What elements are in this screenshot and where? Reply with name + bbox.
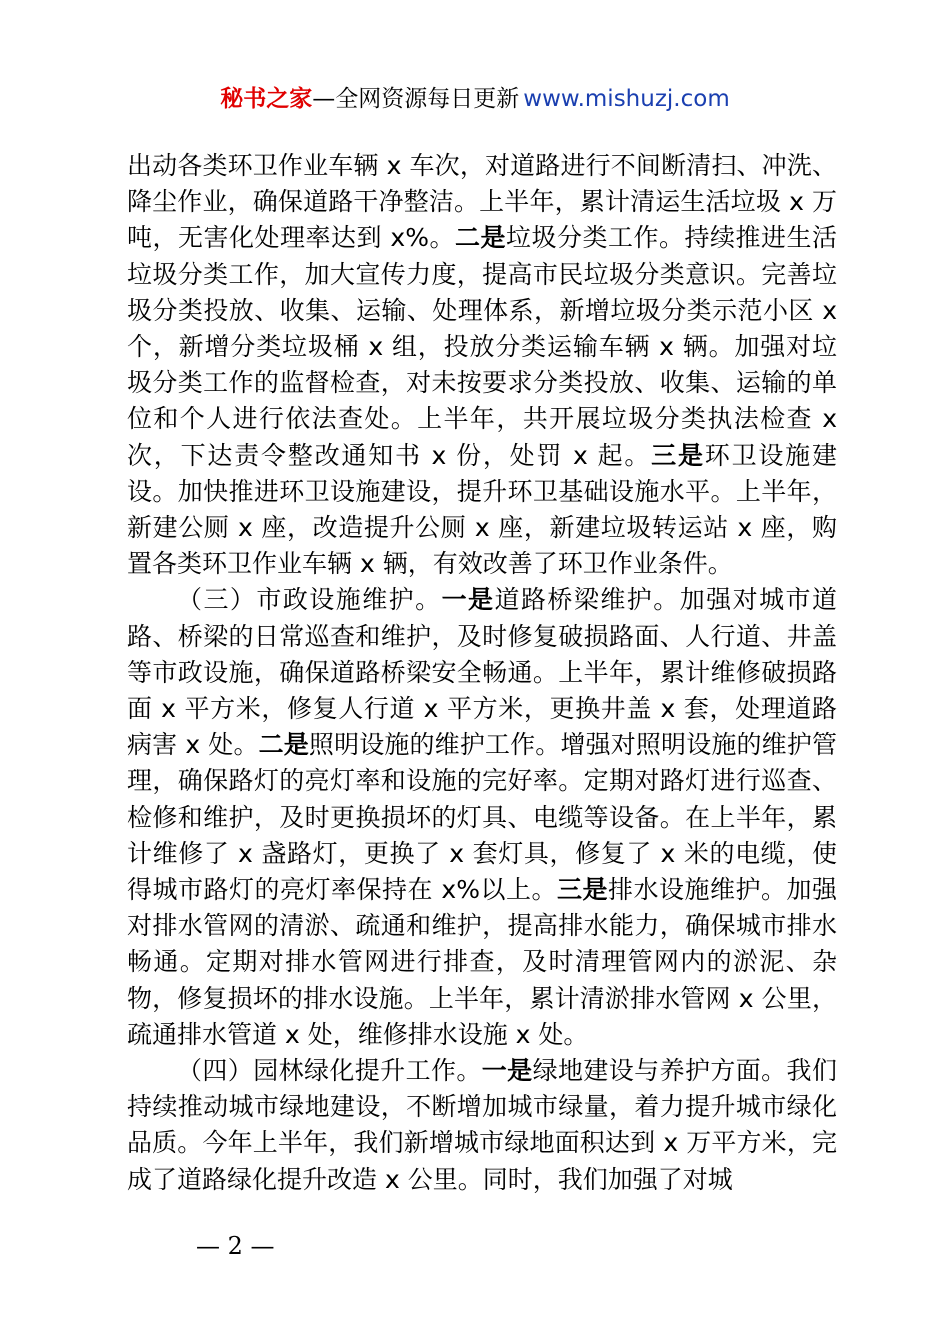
- bold-marker: 三是: [556, 875, 608, 905]
- paragraph-text: 环卫设施建设。加快推进环卫设施建设，提升环卫基础设施水平。上半年，新建公厕 x 座，改造提升公厕 x 座，新建垃圾转运站 x 座，购置各类环卫作业车辆 x 辆，有效改善了环卫作业条件。: [127, 440, 837, 579]
- bold-marker: 一是: [481, 1056, 533, 1086]
- paragraph-text: 垃圾分类工作。持续推进生活垃圾分类工作，加大宣传力度，提高市民垃圾分类意识。完善垃圾分类投放、收集、运输、处理体系，新增垃圾分类示范小区 x 个，新增分类垃圾桶 x 组，投放分类运输车辆 x 辆。加强对垃圾分类工作的监督检查，对未按要求分类投放、收集、运输的单位和个人进行依法查处。上半年，共开展垃圾分类执法检查 x 次，下达责令整改通知书 x 份，处罚 x 起。: [127, 223, 837, 470]
- paragraph-text: 出动各类环卫作业车辆 x 车次，对道路进行不间断清扫、冲洗、降尘作业，确保道路干净整洁。上半年，累计清运生活垃圾 x 万吨，无害化处理率达到 x%。: [127, 151, 837, 253]
- header-dash: —: [312, 86, 336, 112]
- paragraph-text: 照明设施的维护工作。增强对照明设施的维护管理，确保路灯的亮灯率和设施的完好率。定期对路灯进行巡查、检修和维护，及时更换损坏的灯具、电缆等设备。在上半年，累计维修了 x 盏路灯，更换了 x 套灯具，修复了 x 米的电缆，使得城市路灯的亮灯率保持在 x%以上。: [127, 730, 837, 905]
- bold-marker: 一是: [441, 585, 495, 615]
- page-number: — 2 —: [196, 1232, 275, 1260]
- header-description: 全网资源每日更新: [335, 86, 520, 112]
- document-body: [127, 148, 837, 1198]
- paragraph-text: 绿地建设与养护方面。我们持续推动城市绿地建设，不断增加城市绿量，着力提升城市绿化品质。今年上半年，我们新增城市绿地面积达到 x 万平方米，完成了道路绿化提升改造 x 公里。同时，我们加强了对城: [127, 1056, 837, 1194]
- paragraph-landscaping: [127, 1053, 837, 1198]
- site-url[interactable]: www.mishuzj.com: [523, 86, 730, 112]
- section-heading: （四）园林绿化提升工作。: [177, 1056, 482, 1086]
- brand-name: 秘书之家: [220, 86, 313, 112]
- paragraph-sanitation: [127, 148, 837, 582]
- paragraph-text: 道路桥梁维护。加强对城市道路、桥梁的日常巡查和维护，及时修复破损路面、人行道、井盖等市政设施，确保道路桥梁安全畅通。上半年，累计维修破损路面 x 平方米，修复人行道 x 平方米，更换井盖 x 套，处理道路病害 x 处。: [127, 585, 837, 760]
- bold-marker: 三是: [651, 440, 705, 470]
- bold-marker: 二是: [454, 223, 506, 253]
- site-header: [0, 80, 950, 113]
- paragraph-text: 排水设施维护。加强对排水管网的清淤、疏通和维护，提高排水能力，确保城市排水畅通。定期对排水管网进行排查，及时清理管网内的淤泥、杂物，修复损坏的排水设施。上半年，累计清淤排水管网 x 公里，疏通排水管道 x 处，维修排水设施 x 处。: [127, 875, 837, 1049]
- paragraph-municipal-facilities: [127, 582, 837, 1053]
- bold-marker: 二是: [258, 730, 309, 760]
- section-heading: （三）市政设施维护。: [177, 585, 442, 615]
